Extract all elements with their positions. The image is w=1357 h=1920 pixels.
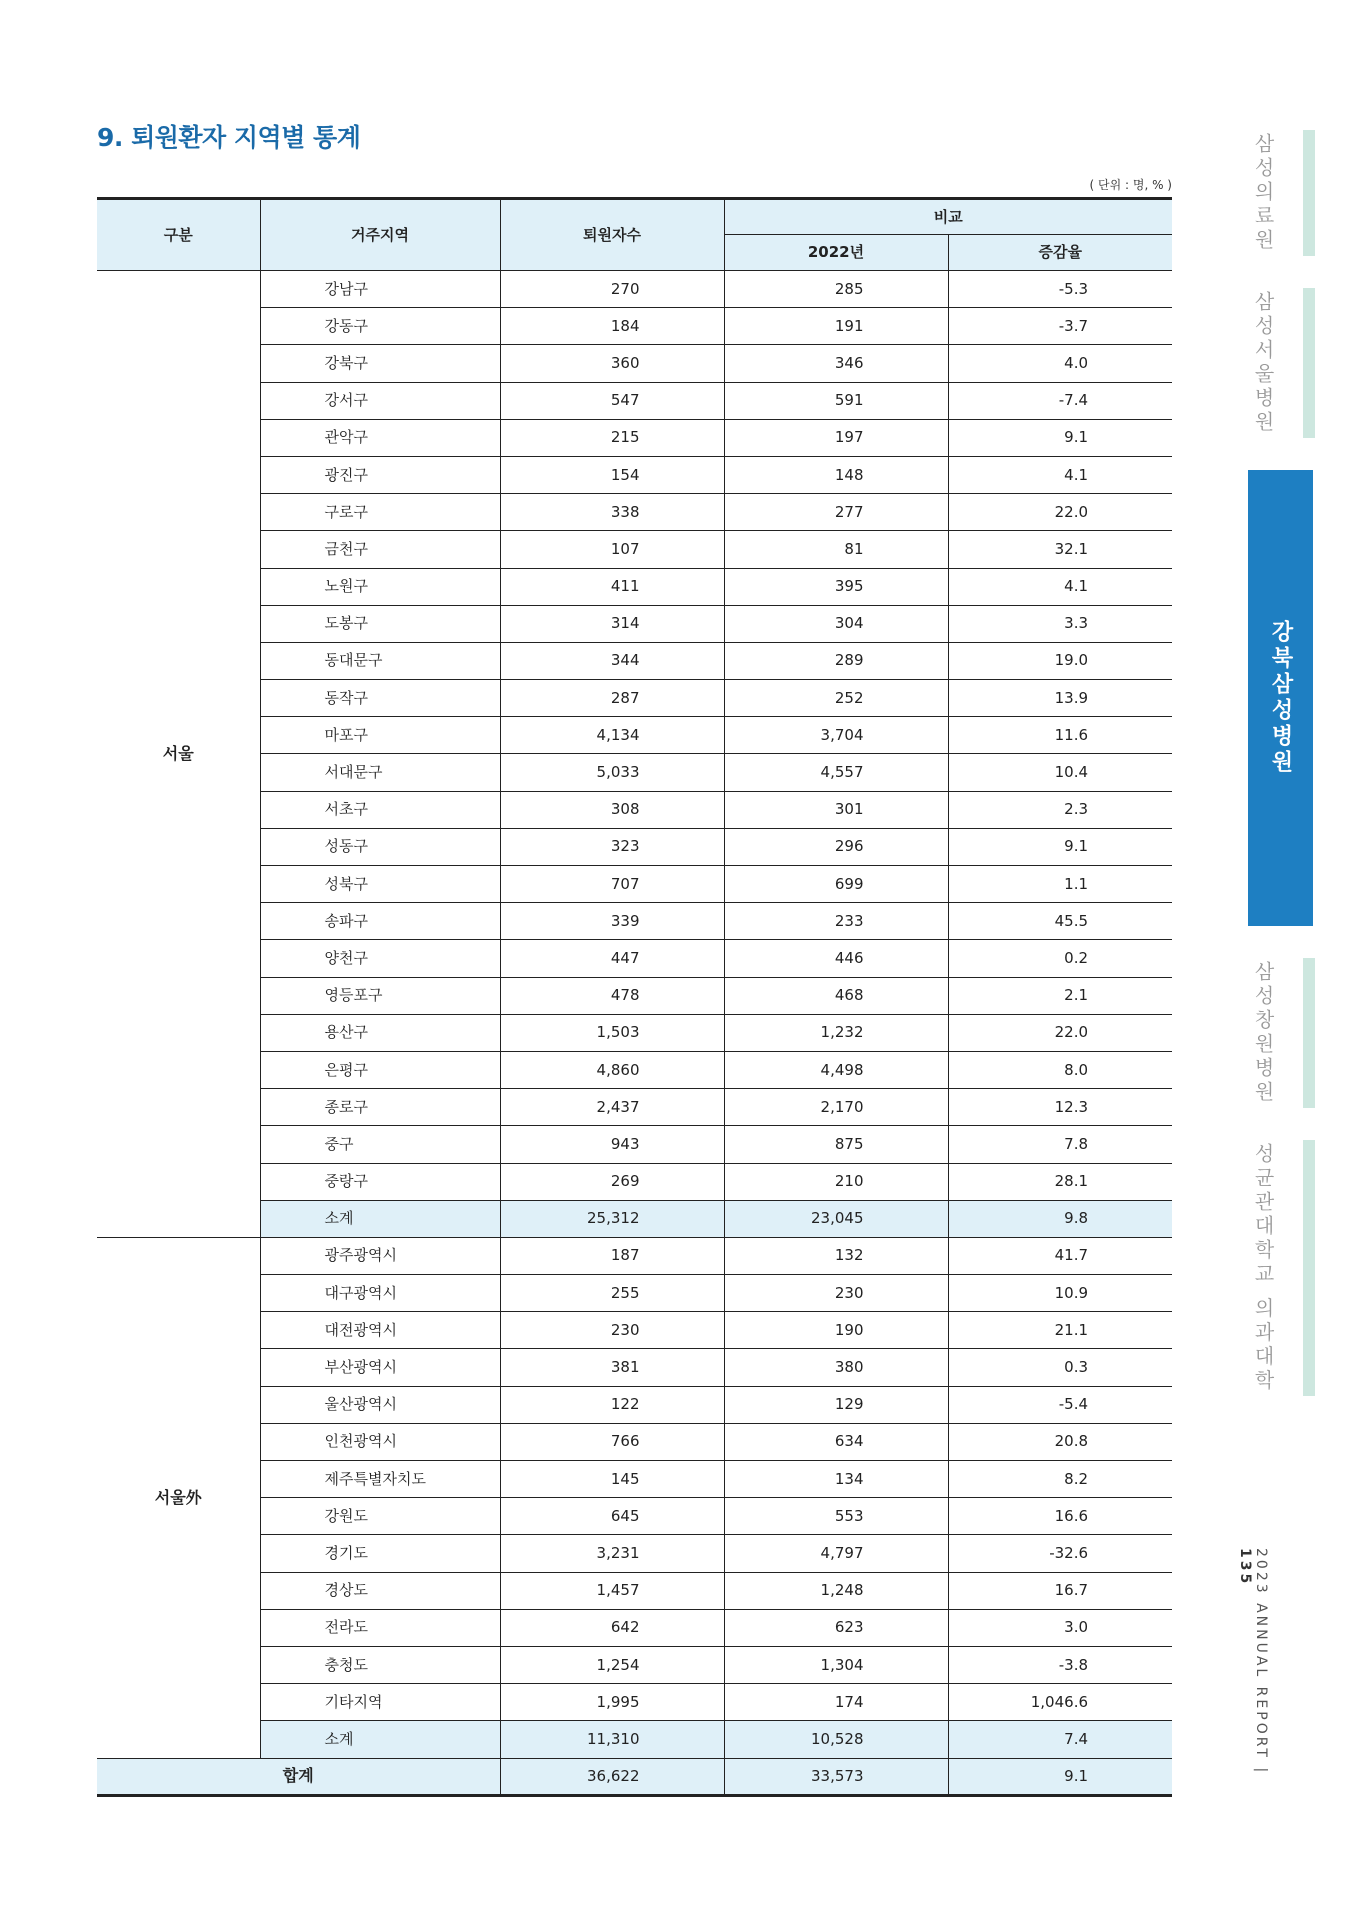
discharge-count: 4,134: [500, 717, 724, 754]
discharge-count: 645: [500, 1498, 724, 1535]
prev-year-count: 2,170: [724, 1089, 948, 1126]
region-name: 강북구: [260, 345, 500, 382]
sidebar-accent-bar: [1303, 288, 1315, 438]
prev-year-count: 252: [724, 680, 948, 717]
region-name: 부산광역시: [260, 1349, 500, 1386]
unit-label: ( 단위 : 명, % ): [1089, 178, 1172, 192]
total-row: [97, 1758, 1172, 1795]
change-rate: 4.1: [948, 456, 1172, 493]
discharge-count: 707: [500, 866, 724, 903]
sidebar-item-3[interactable]: [1248, 470, 1313, 926]
change-rate: 41.7: [948, 1237, 1172, 1274]
group-label: 서울: [97, 271, 260, 1238]
change-rate: -32.6: [948, 1535, 1172, 1572]
change-rate: 10.9: [948, 1275, 1172, 1312]
subtotal-rate: 7.4: [948, 1721, 1172, 1758]
discharge-count: 107: [500, 531, 724, 568]
region-name: 광주광역시: [260, 1237, 500, 1274]
discharge-count: 122: [500, 1386, 724, 1423]
prev-year-count: 468: [724, 977, 948, 1014]
page-title: 9. 퇴원환자 지역별 통계: [97, 123, 361, 152]
header-comparison: 비교: [724, 199, 1172, 235]
change-rate: 8.2: [948, 1461, 1172, 1498]
discharge-count: 381: [500, 1349, 724, 1386]
discharge-count: 187: [500, 1237, 724, 1274]
prev-year-count: 3,704: [724, 717, 948, 754]
header-category: 구분: [97, 199, 260, 271]
change-rate: 20.8: [948, 1423, 1172, 1460]
prev-year-count: 395: [724, 568, 948, 605]
change-rate: 32.1: [948, 531, 1172, 568]
region-name: 은평구: [260, 1051, 500, 1088]
change-rate: 3.3: [948, 605, 1172, 642]
prev-year-count: 304: [724, 605, 948, 642]
table-row: [97, 271, 1172, 308]
footer-separator: |: [1253, 1767, 1269, 1776]
change-rate: 1.1: [948, 866, 1172, 903]
discharge-count: 269: [500, 1163, 724, 1200]
discharge-count: 2,437: [500, 1089, 724, 1126]
header-rate: 증감율: [948, 235, 1172, 271]
change-rate: -3.8: [948, 1646, 1172, 1683]
prev-year-count: 285: [724, 271, 948, 308]
region-name: 구로구: [260, 494, 500, 531]
subtotal-discharges: 11,310: [500, 1721, 724, 1758]
discharge-count: 3,231: [500, 1535, 724, 1572]
change-rate: 13.9: [948, 680, 1172, 717]
subtotal-label: 소계: [260, 1721, 500, 1758]
region-name: 대전광역시: [260, 1312, 500, 1349]
change-rate: -7.4: [948, 382, 1172, 419]
prev-year-count: 553: [724, 1498, 948, 1535]
region-name: 대구광역시: [260, 1275, 500, 1312]
change-rate: -3.7: [948, 308, 1172, 345]
discharge-count: 154: [500, 456, 724, 493]
discharge-count: 411: [500, 568, 724, 605]
subtotal-label: 소계: [260, 1200, 500, 1237]
prev-year-count: 129: [724, 1386, 948, 1423]
region-name: 양천구: [260, 940, 500, 977]
sidebar-item-label: 삼성창원병원: [1251, 961, 1275, 1105]
region-name: 기타지역: [260, 1684, 500, 1721]
header-year: 2022년: [724, 235, 948, 271]
prev-year-count: 875: [724, 1126, 948, 1163]
discharge-count: 314: [500, 605, 724, 642]
region-name: 강서구: [260, 382, 500, 419]
page-number: 135: [1237, 1548, 1253, 1587]
sidebar-item-label: 삼성서울병원: [1251, 291, 1275, 435]
region-name: 강동구: [260, 308, 500, 345]
discharge-count: 308: [500, 791, 724, 828]
sidebar-item-1[interactable]: [1248, 130, 1318, 256]
region-name: 중랑구: [260, 1163, 500, 1200]
discharge-count: 338: [500, 494, 724, 531]
prev-year-count: 1,304: [724, 1646, 948, 1683]
change-rate: 10.4: [948, 754, 1172, 791]
region-name: 전라도: [260, 1609, 500, 1646]
discharge-count: 1,503: [500, 1014, 724, 1051]
footer-report: [1237, 1548, 1269, 1808]
discharge-count: 1,254: [500, 1646, 724, 1683]
prev-year-count: 446: [724, 940, 948, 977]
change-rate: 19.0: [948, 642, 1172, 679]
prev-year-count: 134: [724, 1461, 948, 1498]
region-name: 성북구: [260, 866, 500, 903]
change-rate: -5.4: [948, 1386, 1172, 1423]
change-rate: 22.0: [948, 494, 1172, 531]
region-name: 금천구: [260, 531, 500, 568]
region-name: 중구: [260, 1126, 500, 1163]
discharge-count: 344: [500, 642, 724, 679]
region-name: 용산구: [260, 1014, 500, 1051]
sidebar-item-label: 성균관대학교 의과대학: [1251, 1142, 1275, 1394]
change-rate: 12.3: [948, 1089, 1172, 1126]
change-rate: 28.1: [948, 1163, 1172, 1200]
region-name: 울산광역시: [260, 1386, 500, 1423]
prev-year-count: 210: [724, 1163, 948, 1200]
region-name: 광진구: [260, 456, 500, 493]
prev-year-count: 277: [724, 494, 948, 531]
discharge-count: 1,457: [500, 1572, 724, 1609]
discharge-count: 4,860: [500, 1051, 724, 1088]
sidebar-accent-bar: [1303, 958, 1315, 1108]
change-rate: 0.2: [948, 940, 1172, 977]
discharge-count: 255: [500, 1275, 724, 1312]
sidebar-accent-bar: [1303, 130, 1315, 256]
prev-year-count: 81: [724, 531, 948, 568]
prev-year-count: 591: [724, 382, 948, 419]
sidebar-item-5[interactable]: [1248, 1140, 1318, 1396]
change-rate: 45.5: [948, 903, 1172, 940]
header-region: 거주지역: [260, 199, 500, 271]
discharge-count: 1,995: [500, 1684, 724, 1721]
change-rate: 4.0: [948, 345, 1172, 382]
discharge-count: 323: [500, 828, 724, 865]
total-rate: 9.1: [948, 1758, 1172, 1795]
total-discharges: 36,622: [500, 1758, 724, 1795]
subtotal-rate: 9.8: [948, 1200, 1172, 1237]
sidebar-accent-bar: [1303, 1140, 1315, 1396]
sidebar-item-4[interactable]: [1248, 958, 1318, 1108]
region-name: 서대문구: [260, 754, 500, 791]
region-name: 강원도: [260, 1498, 500, 1535]
prev-year-count: 1,248: [724, 1572, 948, 1609]
change-rate: 16.6: [948, 1498, 1172, 1535]
region-name: 노원구: [260, 568, 500, 605]
discharge-count: 5,033: [500, 754, 724, 791]
discharge-count: 943: [500, 1126, 724, 1163]
region-name: 동작구: [260, 680, 500, 717]
prev-year-count: 148: [724, 456, 948, 493]
discharge-count: 447: [500, 940, 724, 977]
discharge-count: 642: [500, 1609, 724, 1646]
change-rate: 1,046.6: [948, 1684, 1172, 1721]
change-rate: 2.1: [948, 977, 1172, 1014]
region-name: 성동구: [260, 828, 500, 865]
region-name: 도봉구: [260, 605, 500, 642]
discharge-count: 339: [500, 903, 724, 940]
region-name: 제주특별자치도: [260, 1461, 500, 1498]
change-rate: -5.3: [948, 271, 1172, 308]
discharge-count: 360: [500, 345, 724, 382]
prev-year-count: 634: [724, 1423, 948, 1460]
discharge-count: 184: [500, 308, 724, 345]
prev-year-count: 4,557: [724, 754, 948, 791]
discharge-count: 270: [500, 271, 724, 308]
change-rate: 16.7: [948, 1572, 1172, 1609]
change-rate: 22.0: [948, 1014, 1172, 1051]
prev-year-count: 301: [724, 791, 948, 828]
sidebar-item-label: 삼성의료원: [1251, 133, 1275, 253]
change-rate: 9.1: [948, 828, 1172, 865]
total-label: 합계: [97, 1758, 500, 1795]
discharge-count: 230: [500, 1312, 724, 1349]
change-rate: 7.8: [948, 1126, 1172, 1163]
prev-year-count: 4,498: [724, 1051, 948, 1088]
header-discharges: 퇴원자수: [500, 199, 724, 271]
prev-year-count: 623: [724, 1609, 948, 1646]
region-name: 마포구: [260, 717, 500, 754]
sidebar-item-2[interactable]: [1248, 288, 1318, 438]
total-prev: 33,573: [724, 1758, 948, 1795]
footer-report-title: 2023 ANNUAL REPORT: [1253, 1548, 1269, 1760]
change-rate: 4.1: [948, 568, 1172, 605]
discharge-count: 287: [500, 680, 724, 717]
subtotal-prev: 23,045: [724, 1200, 948, 1237]
prev-year-count: 174: [724, 1684, 948, 1721]
region-name: 영등포구: [260, 977, 500, 1014]
prev-year-count: 230: [724, 1275, 948, 1312]
discharge-count: 766: [500, 1423, 724, 1460]
region-name: 인천광역시: [260, 1423, 500, 1460]
change-rate: 11.6: [948, 717, 1172, 754]
prev-year-count: 197: [724, 419, 948, 456]
prev-year-count: 1,232: [724, 1014, 948, 1051]
discharge-region-table: [97, 197, 1172, 1797]
subtotal-discharges: 25,312: [500, 1200, 724, 1237]
group-label: 서울外: [97, 1237, 260, 1758]
prev-year-count: 191: [724, 308, 948, 345]
prev-year-count: 233: [724, 903, 948, 940]
prev-year-count: 346: [724, 345, 948, 382]
region-name: 경기도: [260, 1535, 500, 1572]
change-rate: 0.3: [948, 1349, 1172, 1386]
discharge-count: 547: [500, 382, 724, 419]
region-name: 관악구: [260, 419, 500, 456]
change-rate: 2.3: [948, 791, 1172, 828]
region-name: 서초구: [260, 791, 500, 828]
prev-year-count: 380: [724, 1349, 948, 1386]
region-name: 송파구: [260, 903, 500, 940]
change-rate: 21.1: [948, 1312, 1172, 1349]
region-name: 충청도: [260, 1646, 500, 1683]
subtotal-prev: 10,528: [724, 1721, 948, 1758]
discharge-count: 215: [500, 419, 724, 456]
change-rate: 3.0: [948, 1609, 1172, 1646]
discharge-count: 145: [500, 1461, 724, 1498]
change-rate: 9.1: [948, 419, 1172, 456]
prev-year-count: 296: [724, 828, 948, 865]
sidebar-item-label: 강북삼성병원: [1268, 620, 1293, 776]
prev-year-count: 132: [724, 1237, 948, 1274]
prev-year-count: 699: [724, 866, 948, 903]
prev-year-count: 289: [724, 642, 948, 679]
prev-year-count: 4,797: [724, 1535, 948, 1572]
discharge-count: 478: [500, 977, 724, 1014]
table-row: [97, 1237, 1172, 1274]
region-name: 경상도: [260, 1572, 500, 1609]
region-name: 종로구: [260, 1089, 500, 1126]
prev-year-count: 190: [724, 1312, 948, 1349]
region-name: 강남구: [260, 271, 500, 308]
change-rate: 8.0: [948, 1051, 1172, 1088]
region-name: 동대문구: [260, 642, 500, 679]
